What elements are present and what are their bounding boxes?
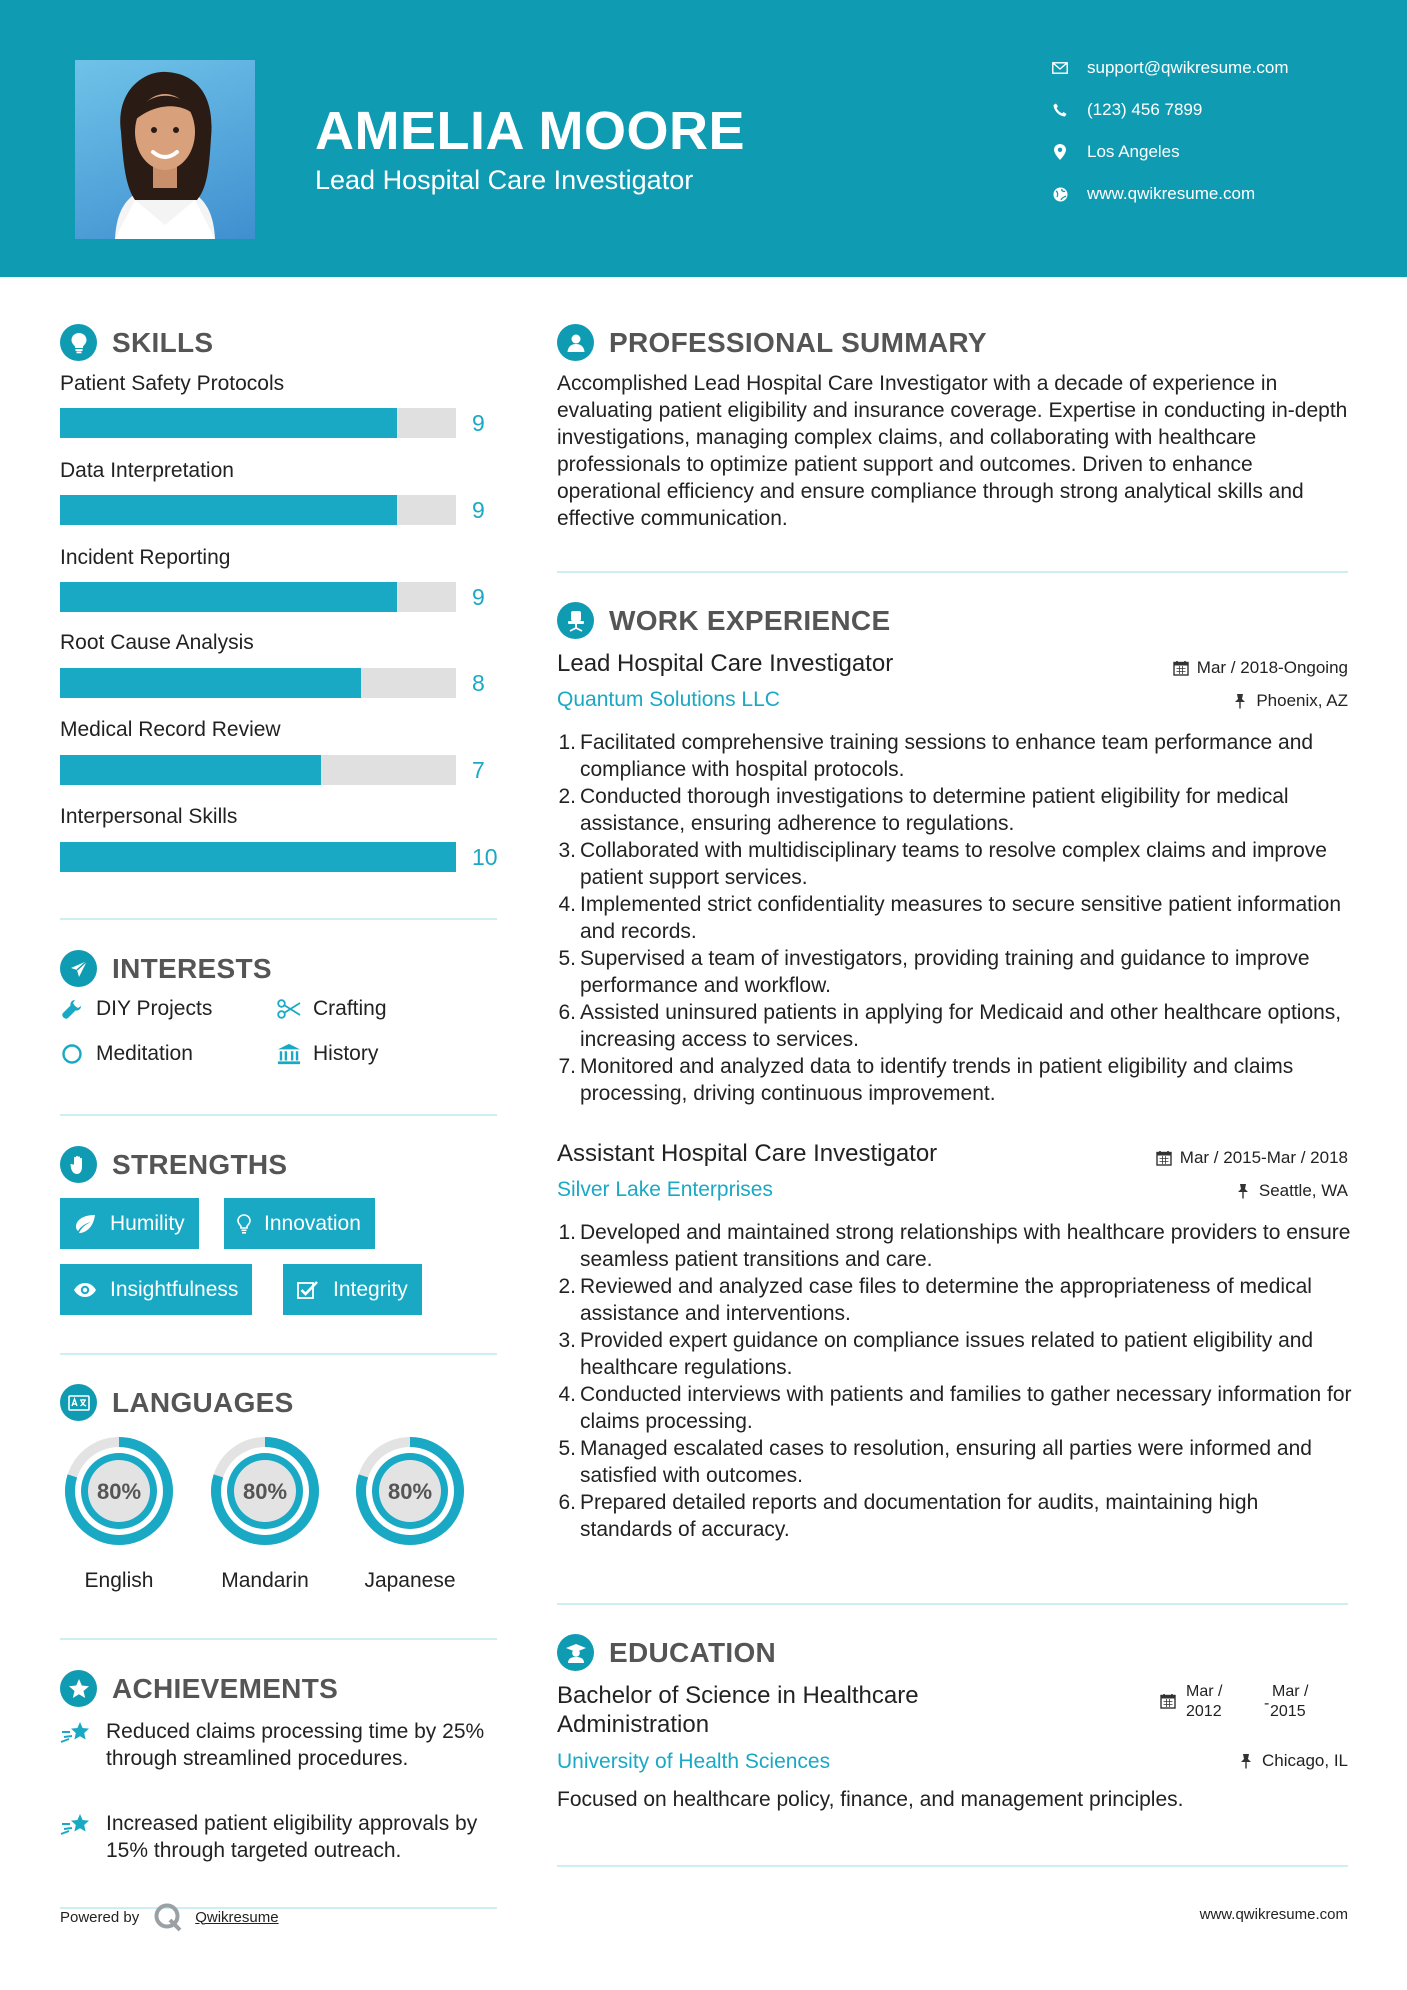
contact-website[interactable]: www.qwikresume.com: [1050, 184, 1255, 204]
circle-icon: [60, 1042, 84, 1066]
education-start-month: Mar /: [1186, 1683, 1223, 1700]
job-bullets: [553, 729, 1353, 1107]
globe-icon: [1050, 184, 1070, 204]
skill-label: Medical Record Review: [60, 718, 281, 741]
strength-tag: Integrity: [283, 1264, 422, 1315]
job-bullets: [553, 1219, 1353, 1543]
calendar-icon: [1160, 1693, 1176, 1714]
language-item: [349, 1430, 471, 1593]
degree-title-line1: Bachelor of Science in Healthcare: [557, 1682, 919, 1709]
education-heading: EDUCATION: [557, 1634, 776, 1671]
language-name: Japanese: [364, 1569, 456, 1592]
contact-location: Los Angeles: [1050, 142, 1180, 162]
job-dates: Mar / 2015-Mar / 2018: [1155, 1148, 1348, 1168]
footer-powered-by: Powered by Qwikresume: [60, 1902, 279, 1932]
interest-item: DIY Projects: [60, 997, 212, 1021]
education-location: Chicago, IL: [1237, 1751, 1348, 1771]
job-title: Assistant Hospital Care Investigator: [557, 1140, 938, 1167]
achievement-item: Reduced claims processing time by 25% through streamlined procedures.: [60, 1718, 500, 1772]
contact-email[interactable]: support@qwikresume.com: [1050, 58, 1289, 78]
education-description: Focused on healthcare policy, finance, and management principles.: [557, 1788, 1184, 1811]
candidate-name: AMELIA MOORE: [315, 101, 745, 161]
lightbulb-icon: [60, 324, 97, 361]
strength-tag: Humility: [60, 1198, 199, 1249]
skill-bar: [60, 842, 456, 872]
lightbulb-icon: [236, 1213, 252, 1235]
education-end-month: Mar /: [1272, 1683, 1309, 1700]
degree-title-line2: Administration: [557, 1711, 710, 1738]
phone-icon: [1050, 100, 1070, 120]
strength-tag: Insightfulness: [60, 1264, 252, 1315]
language-donut: [349, 1430, 471, 1552]
list-item: 3. Provided expert guidance on compliance issues related to patient eligibility and healthcare regulations.: [558, 1329, 1314, 1379]
qwikresume-logo-icon: [153, 1902, 183, 1932]
list-item: 1. Developed and maintained strong relationships with healthcare providers to ensure seamless patient transitions and care.: [558, 1221, 1351, 1271]
language-name: English: [84, 1569, 154, 1592]
skill-bar-fill: [60, 842, 456, 872]
company-name: Quantum Solutions LLC: [557, 688, 780, 711]
education-date-dash: -: [1264, 1695, 1270, 1712]
list-item: 3. Collaborated with multidisciplinary teams to resolve complex claims and improve patient support services.: [558, 839, 1327, 889]
skill-score: 9: [472, 410, 485, 436]
footer-brand-link[interactable]: Qwikresume: [195, 1908, 279, 1926]
list-item: 5. Supervised a team of investigators, providing training and guidance to improve performance and workflow.: [558, 947, 1310, 997]
skill-bar-fill: [60, 408, 397, 438]
language-percent: 80%: [387, 1479, 433, 1504]
profile-photo: [75, 60, 255, 239]
job-title: Lead Hospital Care Investigator: [557, 650, 894, 677]
envelope-icon: [1050, 58, 1070, 78]
list-item: 4. Implemented strict confidentiality measures to secure sensitive patient information and records.: [558, 893, 1342, 943]
skill-score: 9: [472, 584, 485, 610]
pushpin-icon: [1234, 1182, 1252, 1200]
list-item: 2. Reviewed and analyzed case files to determine the appropriateness of medical assistance and interventions.: [558, 1275, 1312, 1325]
languages-heading: LANGUAGES: [60, 1384, 294, 1421]
skill-score: 9: [472, 497, 485, 523]
skill-bar-fill: [60, 582, 397, 612]
graduate-icon: [557, 1634, 594, 1671]
summary-text: Accomplished Lead Hospital Care Investigator with a decade of experience in evaluating patient eligibility and insurance coverage. Expertise in conducting in-depth investigations, managing complex claims, and collaborating with healthcare professionals to optimize patient support and outcomes. Driven to enhance operational efficiency and ensure compliance through strong analytical skills and effective communication.: [557, 372, 1348, 530]
section-divider: [557, 1603, 1348, 1605]
check-square-icon: [295, 1279, 321, 1301]
skill-label: Root Cause Analysis: [60, 631, 254, 654]
pushpin-icon: [1237, 1752, 1255, 1770]
contact-phone[interactable]: (123) 456 7899: [1050, 100, 1202, 120]
skill-score: 7: [472, 757, 485, 783]
summary-heading: PROFESSIONAL SUMMARY: [557, 324, 987, 361]
list-item: 6. Assisted uninsured patients in applying for Medicaid and other healthcare options, increasing access to services.: [558, 1001, 1342, 1051]
list-item: 4. Conducted interviews with patients and families to gather necessary information for claims processing.: [558, 1383, 1352, 1433]
museum-icon: [277, 1042, 301, 1066]
section-divider: [60, 1353, 497, 1355]
language-item: [58, 1430, 180, 1593]
skill-bar: [60, 668, 456, 698]
education-start-year: 2012: [1186, 1703, 1222, 1720]
skill-bar: [60, 582, 456, 612]
resume-header: [0, 0, 1407, 277]
achievements-heading: ACHIEVEMENTS: [60, 1670, 338, 1707]
skill-bar-fill: [60, 668, 361, 698]
skill-bar-fill: [60, 755, 321, 785]
language-item: [204, 1430, 326, 1593]
strength-tag: Innovation: [224, 1198, 375, 1249]
list-item: 1. Facilitated comprehensive training sessions to enhance team performance and compliance with hospital protocols.: [558, 731, 1314, 781]
pushpin-icon: [1231, 692, 1249, 710]
calendar-icon: [1172, 659, 1190, 677]
eye-icon: [72, 1279, 98, 1301]
strengths-heading: STRENGTHS: [60, 1146, 287, 1183]
interest-item: History: [277, 1042, 378, 1066]
job-dates: Mar / 2018-Ongoing: [1172, 658, 1348, 678]
list-item: 6. Prepared detailed reports and documentation for audits, maintaining high standards of accuracy.: [558, 1491, 1259, 1541]
experience-heading: WORK EXPERIENCE: [557, 602, 890, 639]
language-name: Mandarin: [221, 1569, 309, 1592]
star-badge-icon: [60, 1670, 97, 1707]
skill-label: Incident Reporting: [60, 546, 231, 569]
school-name: University of Health Sciences: [557, 1750, 831, 1773]
achievement-item: Increased patient eligibility approvals by 15% through targeted outreach.: [60, 1810, 500, 1864]
wrench-icon: [60, 997, 84, 1021]
job-location: Phoenix, AZ: [1231, 691, 1348, 711]
office-chair-icon: [557, 602, 594, 639]
scissors-icon: [277, 997, 301, 1021]
section-divider: [60, 1114, 497, 1116]
language-donut: [204, 1430, 326, 1552]
section-divider: [60, 918, 497, 920]
job-location: Seattle, WA: [1234, 1181, 1348, 1201]
skill-label: Patient Safety Protocols: [60, 372, 285, 395]
leaf-icon: [72, 1213, 98, 1235]
hand-icon: [60, 1146, 97, 1183]
language-donut: [58, 1430, 180, 1552]
skill-score: 8: [472, 670, 485, 696]
interest-item: Crafting: [277, 997, 387, 1021]
list-item: 5. Managed escalated cases to resolution, ensuring all parties were informed and satisfied with outcomes.: [558, 1437, 1312, 1487]
skill-bar: [60, 495, 456, 525]
section-divider: [557, 571, 1348, 573]
skill-bar: [60, 755, 456, 785]
paper-plane-icon: [60, 950, 97, 987]
skill-score: 10: [472, 844, 498, 870]
shooting-star-icon: [60, 1718, 94, 1772]
education-end-year: 2015: [1270, 1703, 1306, 1720]
language-percent: 80%: [96, 1479, 142, 1504]
interests-heading: INTERESTS: [60, 950, 272, 987]
section-divider: [557, 1865, 1348, 1867]
section-divider: [60, 1638, 497, 1640]
list-item: 2. Conducted thorough investigations to determine patient eligibility for medical assistance, ensuring adherence to regulations.: [558, 785, 1289, 835]
education-dates: [1160, 1683, 1348, 1727]
calendar-icon: [1155, 1149, 1173, 1167]
language-card-icon: [60, 1384, 97, 1421]
location-pin-icon: [1050, 142, 1070, 162]
list-item: 7. Monitored and analyzed data to identify trends in patient eligibility and claims processing, driving continuous improvement.: [558, 1055, 1294, 1105]
language-percent: 80%: [242, 1479, 288, 1504]
user-icon: [557, 324, 594, 361]
shooting-star-icon: [60, 1810, 94, 1864]
skill-label: Interpersonal Skills: [60, 805, 238, 828]
company-name: Silver Lake Enterprises: [557, 1178, 773, 1201]
skills-heading: SKILLS: [60, 324, 213, 361]
skill-bar-fill: [60, 495, 397, 525]
interest-item: Meditation: [60, 1042, 193, 1066]
candidate-role: Lead Hospital Care Investigator: [315, 165, 694, 195]
skill-label: Data Interpretation: [60, 459, 234, 482]
footer-url[interactable]: www.qwikresume.com: [1199, 1906, 1348, 1923]
skill-bar: [60, 408, 456, 438]
